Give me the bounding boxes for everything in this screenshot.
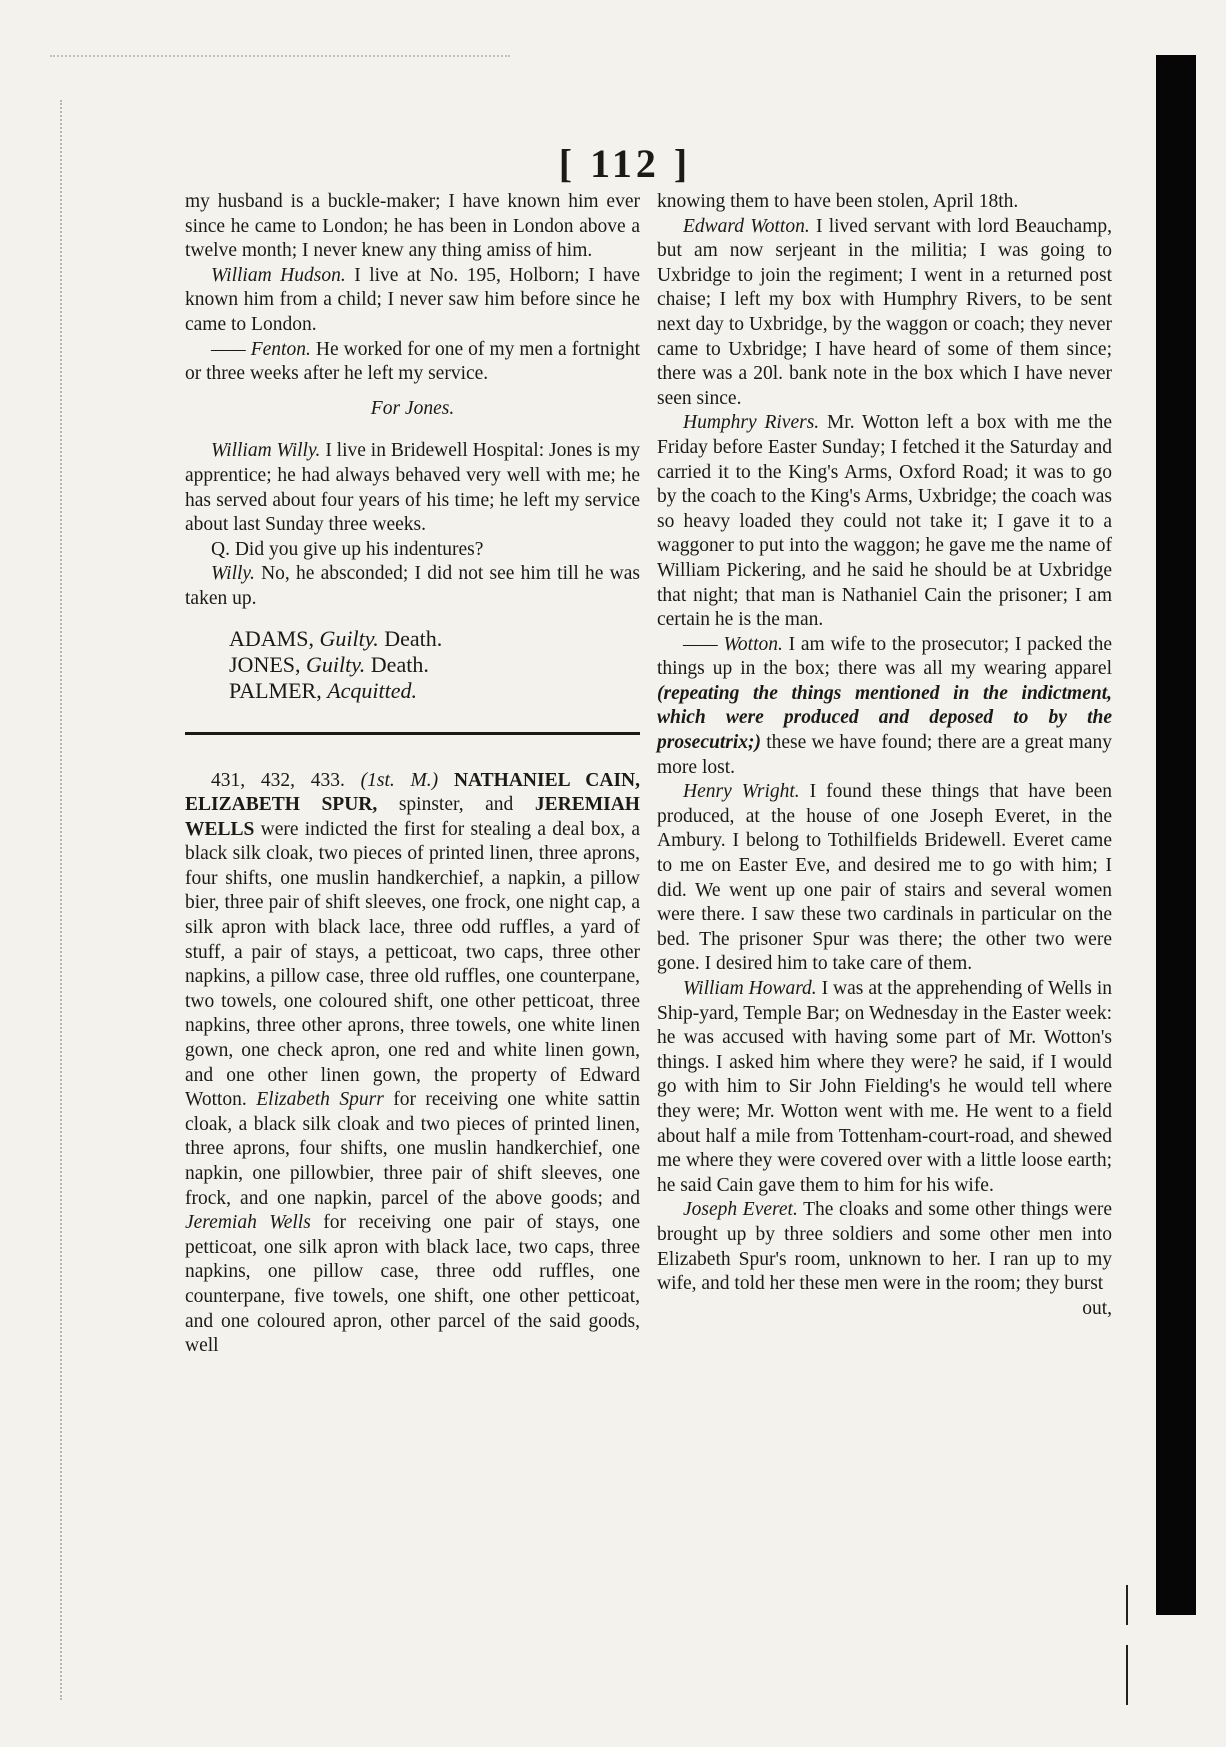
defendant-name: ADAMS [229,625,309,651]
binding-mark [1126,1585,1128,1625]
speaker: —— Wotton. [683,633,783,655]
page-edge [60,100,64,1700]
defendant-name: JONES [229,651,296,677]
testimony-text: Mr. Wotton left a box with me the Friday before Easter Sunday; I fetched it the Saturday and carried it to the King's Arms, Oxford Road; it was to go by the coach to the King's Arms, Uxbridge; the coach was so heavy loaded they could not take it; I gave it to a waggoner to put into the waggon; he gave me the name of William Pickering, and he said he should be at Uxbridge that night; that man is Nathaniel Cain the prisoner; I am certain he is the man. [657,412,1112,631]
speaker: Humphry Rivers. [683,412,820,434]
defendant-name: Jeremiah Wells [185,1212,311,1234]
testimony-edward-wotton [657,215,1112,412]
speaker: Edward Wotton. [683,215,810,237]
left-column [185,190,640,1359]
scan-noise [50,55,510,59]
stage-aside: (repeating the things mentioned in the indictment, which were produced and deposed to by the prosecutrix;) [657,682,1112,754]
testimony-text: I am wife to the prosecutor; I packed the things up in the box; there was all my wearing apparel [657,633,1113,680]
charge-text: were indicted the first for stealing a deal box, a black silk cloak, two pieces of printed linen, three aprons, four shifts, one muslin handkerchief, a napkin, a pillow bier, three pair of shift sleeves, one frock, one night cap, a silk apron with black lace, three odd ruffles, a yard of stuff, a pair of stays, a petticoat, two caps, three other napkins, a pillow case, three old ruffles, one counterpane, two towels, one coloured shift, one other petticoat, three napkins, three other aprons, three towels, one white linen gown, one check apron, one red and white linen gown, and one other linen gown, the property of Edward Wotton. [185,818,640,1111]
testimony-william-howard [657,977,1112,1198]
binding-mark [1126,1645,1128,1705]
testimony-text: I live in Bridewell Hospital: Jones is my apprentice; he had always behaved very well with me; he has served about four years of his time; he left my service about last Sunday three weeks. [185,440,641,536]
testimony-willy [185,439,640,537]
speaker: William Howard. [683,978,817,999]
defendant-name: PALMER [229,677,317,703]
charge-text: for receiving one white sattin cloak, a black silk cloak and two pieces of printed linen, three aprons, four shifts, one muslin handkerchief, one napkin, one pillowbier, three pair of shift sleeves, one frock, and one napkin, parcel of the above goods; and [185,1089,641,1209]
paragraph: my husband is a buckle-maker; I have known him ever since he came to London; he has been in London above a twelve month; I never knew any thing amiss of him. [185,191,640,262]
testimony-text: No, he absconded; I did not see him till he was taken up. [185,563,640,609]
testimony-hudson [185,264,640,338]
speaker: William Hudson. [211,264,346,286]
testimony-text: I lived servant with lord Beauchamp, but am now serjeant in the militia; I was going to Uxbridge to join the regiment; I went in a returned post chaise; I left my box with Humphry Rivers, to be sent next day to Uxbridge, by the waggon or coach; they never came to Uxbridge; I have heard of some of them since; there was a 20l. bank note in the box which I have never seen since. [657,215,1112,409]
testimony-text: I was at the apprehending of Wells in Ship-yard, Temple Bar; on Wednesday in the Easter week: he was accused with having some part of Mr. Wotton's things. I asked him where they were? he said, if I would go with him to Sir John Fielding's he would tell where they were; Mr. Wotton went with me. He went to a field about half a mile from Tottenham-court-road, and shewed me where they were covered over with a little loose earth; he said Cain gave them to him for his wife. [657,978,1113,1196]
speaker: William Willy. [211,440,321,462]
section-heading: For Jones. [370,397,455,419]
testimony-joseph-everet [657,1198,1112,1296]
question: Q. Did you give up his indentures? [211,538,484,560]
defendant-role: spinster, and [377,794,535,816]
verdict: Guilty. [306,651,366,677]
penalty: Death. [384,625,443,651]
testimony-text: The cloaks and some other things were brought up by three soldiers and some other men into Elizabeth Spur's room, unknown to her. I ran up to my wife, and told her these men were in the room; they burst [657,1199,1112,1295]
speaker: Henry Wright. [683,781,800,803]
right-column [657,190,1112,1321]
testimony-henry-wright [657,780,1112,977]
paragraph: knowing them to have been stolen, April 18th. [657,191,1019,212]
testimony-text: these we have found; there are a great many more lost. [657,732,1112,778]
penalty: Death. [370,651,429,677]
testimony-text: He worked for one of my men a fortnight or three weeks after he left my service. [185,338,640,385]
defendant-names: NATHANIEL CAIN, ELIZABETH SPUR, [185,769,641,816]
page-number: [ 112 ] [558,141,692,186]
speaker: Joseph Everet. [683,1199,798,1221]
defendant-name: Elizabeth Spurr [256,1089,384,1111]
verdict: Acquitted. [327,677,418,703]
speaker: Willy. [211,563,255,585]
verdict-line: JONES, Guilty. Death. [229,651,429,677]
speaker: —— Fenton. [211,338,311,360]
verdict-list [229,626,640,704]
binding-strip [1156,55,1196,1615]
case-numbers: 431, 432, 433. [211,769,345,791]
testimony-text: I found these things that have been produced, at the house of one Joseph Everet, in the Ambury. I belong to Tothilfields Bridewell. Everet came to me on Easter Eve, and desired me to go with him; I did. We went up one pair of stairs and several women were there. I saw these two cardinals in particular on the bed. The prisoner Spur was there; the other two were gone. I desired him to take care of them. [657,781,1113,975]
charge-text: for receiving one pair of stays, one petticoat, one silk apron with black lace, two caps, three napkins, one pillow case, three odd ruffles, one counterpane, five towels, one shift, one other petticoat, and one coloured apron, other parcel of the said goods, well [185,1212,640,1357]
verdict: Guilty. [319,625,379,651]
testimony-humphry-rivers [657,411,1112,632]
verdict-line: ADAMS, Guilty. Death. [229,625,443,651]
section-rule [185,732,640,735]
testimony-wotton-wife [657,633,1112,781]
session-mark: (1st. M.) [360,769,439,791]
testimony-text: I live at No. 195, Holborn; I have known him from a child; I never saw him before since he came to London. [185,264,641,335]
verdict-line: PALMER, Acquitted. [229,677,418,703]
testimony-fenton [185,338,640,387]
catchword: out, [1082,1297,1112,1319]
indictment [185,769,640,1359]
testimony-willy-answer [185,562,640,611]
defendant-names: JEREMIAH WELLS [185,794,640,840]
